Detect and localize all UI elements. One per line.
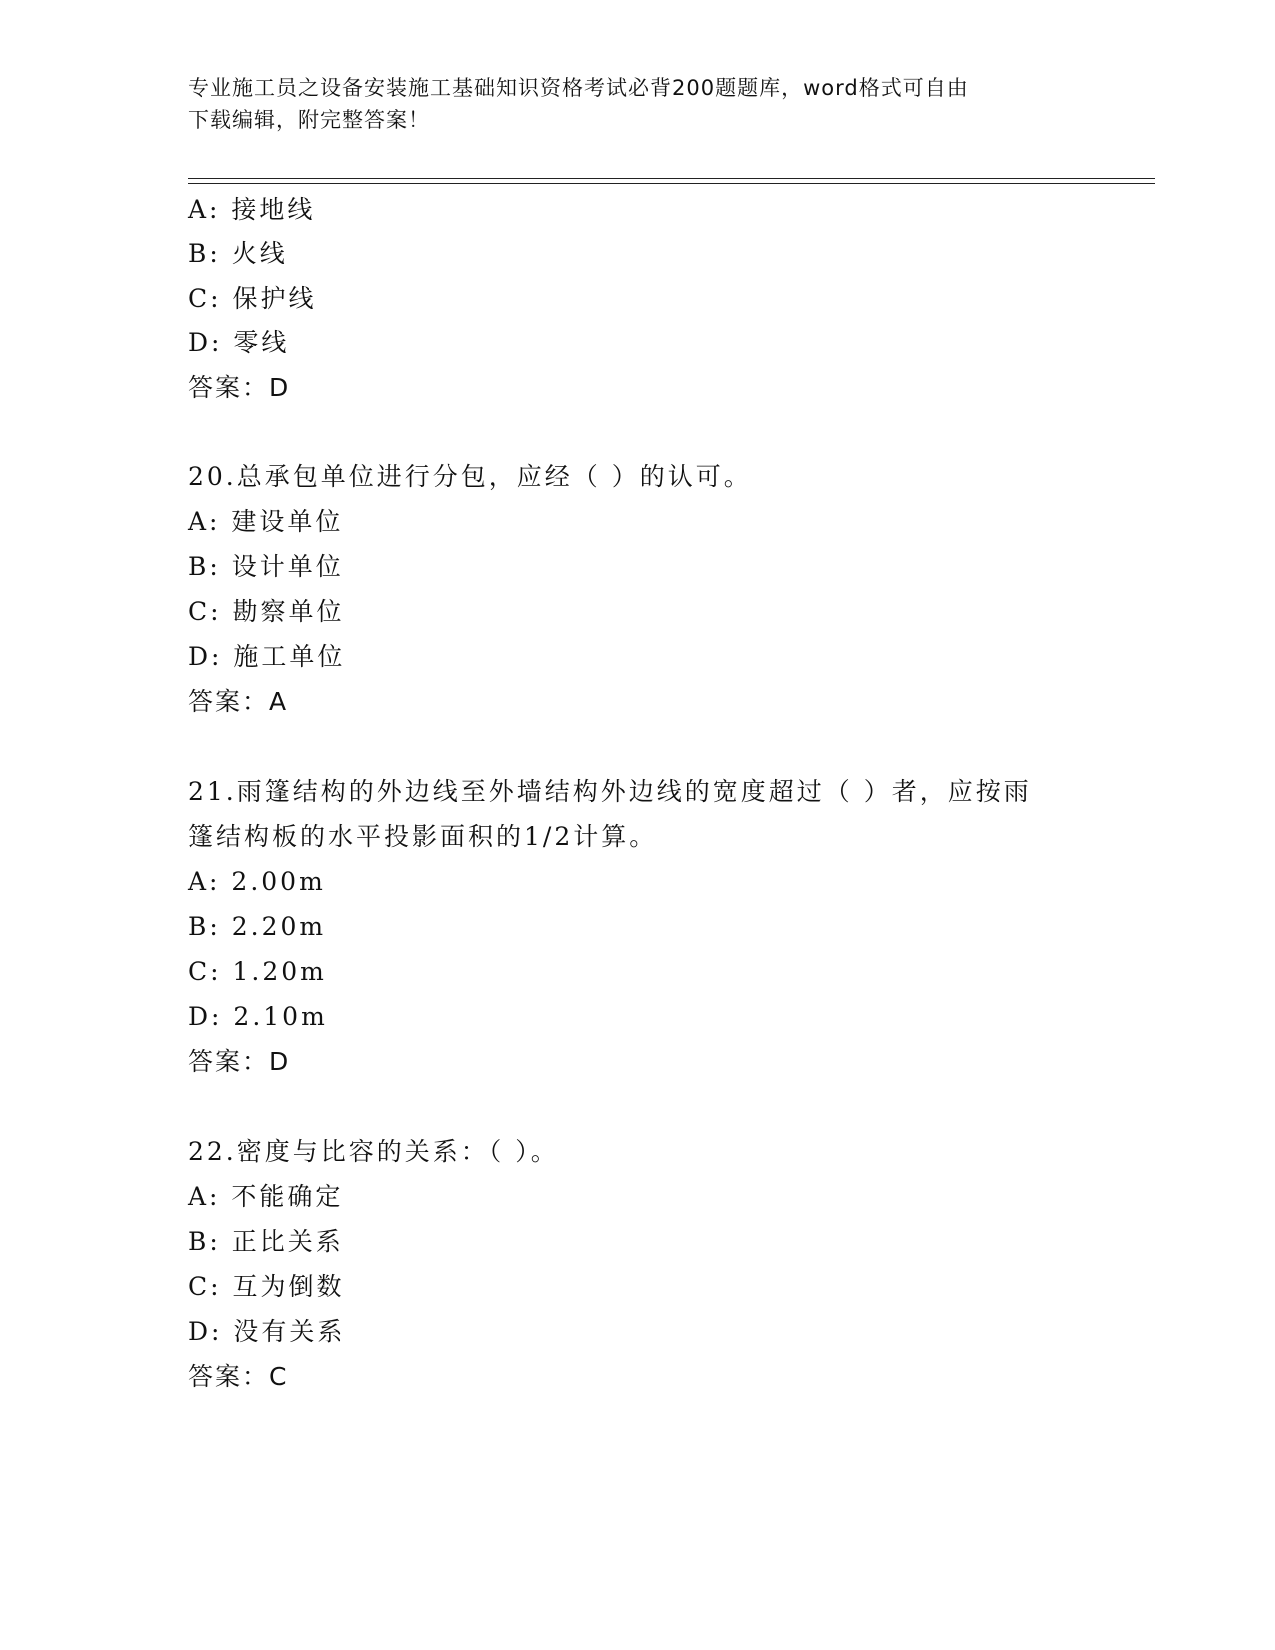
q22-option-d: D: 没有关系: [188, 1317, 346, 1346]
q21-answer: 答案：D: [188, 1047, 291, 1076]
q19-option-d: D: 零线: [188, 328, 290, 357]
q19-option-c: C: 保护线: [188, 284, 317, 313]
q21-option-a: A: 2.00m: [188, 867, 326, 896]
header-line-1: 专业施工员之设备安装施工基础知识资格考试必背200题题库，word格式可自由: [188, 76, 969, 100]
q21-option-c: C: 1.20m: [188, 957, 327, 986]
q21-question-line-2: 篷结构板的水平投影面积的1/2计算。: [188, 822, 658, 851]
q21-option-b: B: 2.20m: [188, 912, 327, 941]
q22-question: 22.密度与比容的关系：（ ）。: [188, 1137, 559, 1166]
q20-option-a: A: 建设单位: [188, 507, 344, 536]
q22-answer: 答案：C: [188, 1362, 289, 1391]
q20-option-d: D: 施工单位: [188, 642, 346, 671]
q20-option-b: B: 设计单位: [188, 552, 344, 581]
q21-option-d: D: 2.10m: [188, 1002, 328, 1031]
header-line-2: 下载编辑，附完整答案！: [188, 108, 430, 132]
header-divider-top: [188, 178, 1155, 179]
q19-answer: 答案：D: [188, 373, 291, 402]
q22-option-a: A: 不能确定: [188, 1182, 344, 1211]
document-header: [188, 72, 1068, 136]
q19-option-b: B: 火线: [188, 239, 288, 268]
q20-answer: 答案：A: [188, 687, 289, 716]
q20-option-c: C: 勘察单位: [188, 597, 345, 626]
q20-question: 20.总承包单位进行分包，应经（ ）的认可。: [188, 462, 752, 491]
header-divider-bottom: [188, 183, 1155, 184]
q21-question-line-1: 21.雨篷结构的外边线至外墙结构外边线的宽度超过（ ）者，应按雨: [188, 777, 1032, 806]
q19-option-a: A: 接地线: [188, 195, 316, 224]
q22-option-c: C: 互为倒数: [188, 1272, 345, 1301]
q22-option-b: B: 正比关系: [188, 1227, 344, 1256]
